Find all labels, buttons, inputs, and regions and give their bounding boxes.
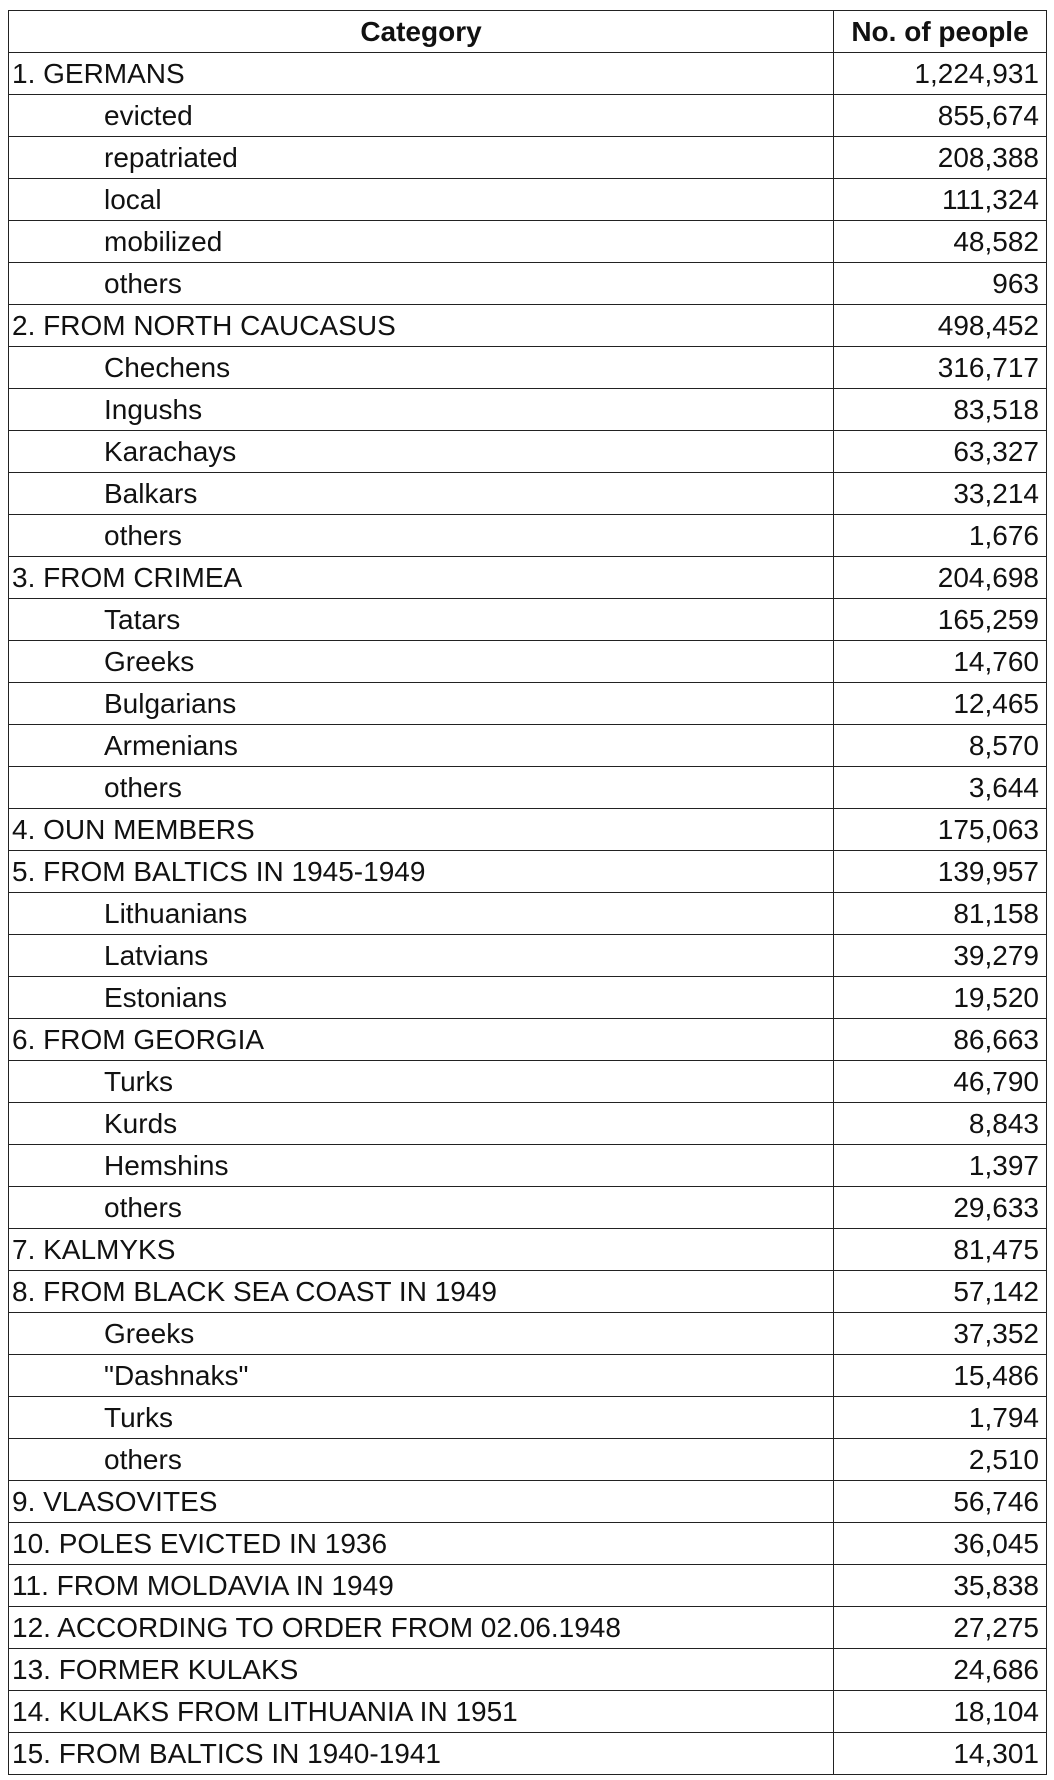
category-label: 15. FROM BALTICS IN 1940-1941 [9, 1733, 834, 1775]
people-count: 24,686 [834, 1649, 1047, 1691]
header-row [9, 11, 1047, 53]
subcategory-row [9, 893, 1047, 935]
category-row [9, 851, 1047, 893]
subcategory-label: Greeks [9, 1313, 834, 1355]
category-row [9, 1649, 1047, 1691]
people-count: 15,486 [834, 1355, 1047, 1397]
subcategory-row [9, 1313, 1047, 1355]
category-label: 11. FROM MOLDAVIA IN 1949 [9, 1565, 834, 1607]
category-label: 13. FORMER KULAKS [9, 1649, 834, 1691]
subcategory-label: others [9, 263, 834, 305]
subcategory-row [9, 263, 1047, 305]
subcategory-row [9, 641, 1047, 683]
subcategory-row [9, 473, 1047, 515]
people-count: 208,388 [834, 137, 1047, 179]
subcategory-label: Estonians [9, 977, 834, 1019]
category-label: 12. ACCORDING TO ORDER FROM 02.06.1948 [9, 1607, 834, 1649]
subcategory-row [9, 1187, 1047, 1229]
subcategory-label: Turks [9, 1061, 834, 1103]
subcategory-row [9, 1355, 1047, 1397]
category-row [9, 1019, 1047, 1061]
people-count: 1,397 [834, 1145, 1047, 1187]
subcategory-label: Ingushs [9, 389, 834, 431]
subcategory-row [9, 389, 1047, 431]
category-row [9, 1733, 1047, 1775]
category-row [9, 1271, 1047, 1313]
subcategory-label: mobilized [9, 221, 834, 263]
category-row [9, 305, 1047, 347]
people-count: 1,676 [834, 515, 1047, 557]
subcategory-row [9, 977, 1047, 1019]
people-count: 8,843 [834, 1103, 1047, 1145]
subcategory-label: local [9, 179, 834, 221]
people-count: 63,327 [834, 431, 1047, 473]
people-count: 29,633 [834, 1187, 1047, 1229]
category-label: 4. OUN MEMBERS [9, 809, 834, 851]
category-row [9, 1523, 1047, 1565]
subcategory-label: repatriated [9, 137, 834, 179]
subcategory-label: Balkars [9, 473, 834, 515]
subcategory-row [9, 515, 1047, 557]
subcategory-label: Karachays [9, 431, 834, 473]
category-row [9, 1607, 1047, 1649]
category-label: 1. GERMANS [9, 53, 834, 95]
category-row [9, 53, 1047, 95]
subcategory-label: evicted [9, 95, 834, 137]
subcategory-row [9, 347, 1047, 389]
subcategory-row [9, 95, 1047, 137]
category-label: 3. FROM CRIMEA [9, 557, 834, 599]
people-count: 81,475 [834, 1229, 1047, 1271]
people-count: 19,520 [834, 977, 1047, 1019]
subcategory-label: Tatars [9, 599, 834, 641]
category-row [9, 1565, 1047, 1607]
people-count: 12,465 [834, 683, 1047, 725]
people-count: 8,570 [834, 725, 1047, 767]
people-count: 14,760 [834, 641, 1047, 683]
people-count: 2,510 [834, 1439, 1047, 1481]
subcategory-row [9, 221, 1047, 263]
people-count: 1,794 [834, 1397, 1047, 1439]
people-count: 175,063 [834, 809, 1047, 851]
category-row [9, 1481, 1047, 1523]
people-count: 37,352 [834, 1313, 1047, 1355]
category-label: 7. KALMYKS [9, 1229, 834, 1271]
category-label: 10. POLES EVICTED IN 1936 [9, 1523, 834, 1565]
people-count: 14,301 [834, 1733, 1047, 1775]
subcategory-label: Armenians [9, 725, 834, 767]
subcategory-label: "Dashnaks" [9, 1355, 834, 1397]
people-count: 204,698 [834, 557, 1047, 599]
category-label: 8. FROM BLACK SEA COAST IN 1949 [9, 1271, 834, 1313]
category-label: 2. FROM NORTH CAUCASUS [9, 305, 834, 347]
subcategory-row [9, 1397, 1047, 1439]
subcategory-row [9, 137, 1047, 179]
people-count: 111,324 [834, 179, 1047, 221]
people-count: 83,518 [834, 389, 1047, 431]
subcategory-row [9, 1103, 1047, 1145]
people-count: 86,663 [834, 1019, 1047, 1061]
people-count: 81,158 [834, 893, 1047, 935]
subcategory-label: Greeks [9, 641, 834, 683]
people-count: 316,717 [834, 347, 1047, 389]
subcategory-row [9, 179, 1047, 221]
count-column-header: No. of people [834, 11, 1047, 53]
category-row [9, 809, 1047, 851]
people-count: 35,838 [834, 1565, 1047, 1607]
people-count: 165,259 [834, 599, 1047, 641]
deportees-table [8, 10, 1047, 1775]
category-label: 5. FROM BALTICS IN 1945-1949 [9, 851, 834, 893]
subcategory-row [9, 599, 1047, 641]
subcategory-label: others [9, 767, 834, 809]
subcategory-row [9, 725, 1047, 767]
subcategory-row [9, 1439, 1047, 1481]
people-count: 57,142 [834, 1271, 1047, 1313]
people-count: 56,746 [834, 1481, 1047, 1523]
subcategory-label: Chechens [9, 347, 834, 389]
subcategory-row [9, 1061, 1047, 1103]
subcategory-label: Lithuanians [9, 893, 834, 935]
people-count: 498,452 [834, 305, 1047, 347]
people-count: 18,104 [834, 1691, 1047, 1733]
subcategory-label: others [9, 1187, 834, 1229]
people-count: 963 [834, 263, 1047, 305]
category-label: 6. FROM GEORGIA [9, 1019, 834, 1061]
subcategory-label: Turks [9, 1397, 834, 1439]
subcategory-row [9, 767, 1047, 809]
category-column-header: Category [9, 11, 834, 53]
people-count: 855,674 [834, 95, 1047, 137]
subcategory-label: Latvians [9, 935, 834, 977]
people-count: 1,224,931 [834, 53, 1047, 95]
subcategory-row [9, 683, 1047, 725]
category-row [9, 557, 1047, 599]
people-count: 27,275 [834, 1607, 1047, 1649]
subcategory-label: Kurds [9, 1103, 834, 1145]
people-count: 3,644 [834, 767, 1047, 809]
people-count: 139,957 [834, 851, 1047, 893]
people-count: 48,582 [834, 221, 1047, 263]
subcategory-label: others [9, 515, 834, 557]
subcategory-row [9, 935, 1047, 977]
subcategory-row [9, 1145, 1047, 1187]
people-count: 39,279 [834, 935, 1047, 977]
subcategory-label: others [9, 1439, 834, 1481]
category-label: 14. KULAKS FROM LITHUANIA IN 1951 [9, 1691, 834, 1733]
table-body [9, 53, 1047, 1775]
category-row [9, 1229, 1047, 1271]
people-count: 46,790 [834, 1061, 1047, 1103]
subcategory-row [9, 431, 1047, 473]
subcategory-label: Bulgarians [9, 683, 834, 725]
category-row [9, 1691, 1047, 1733]
people-count: 36,045 [834, 1523, 1047, 1565]
table-header [9, 11, 1047, 53]
people-count: 33,214 [834, 473, 1047, 515]
subcategory-label: Hemshins [9, 1145, 834, 1187]
category-label: 9. VLASOVITES [9, 1481, 834, 1523]
